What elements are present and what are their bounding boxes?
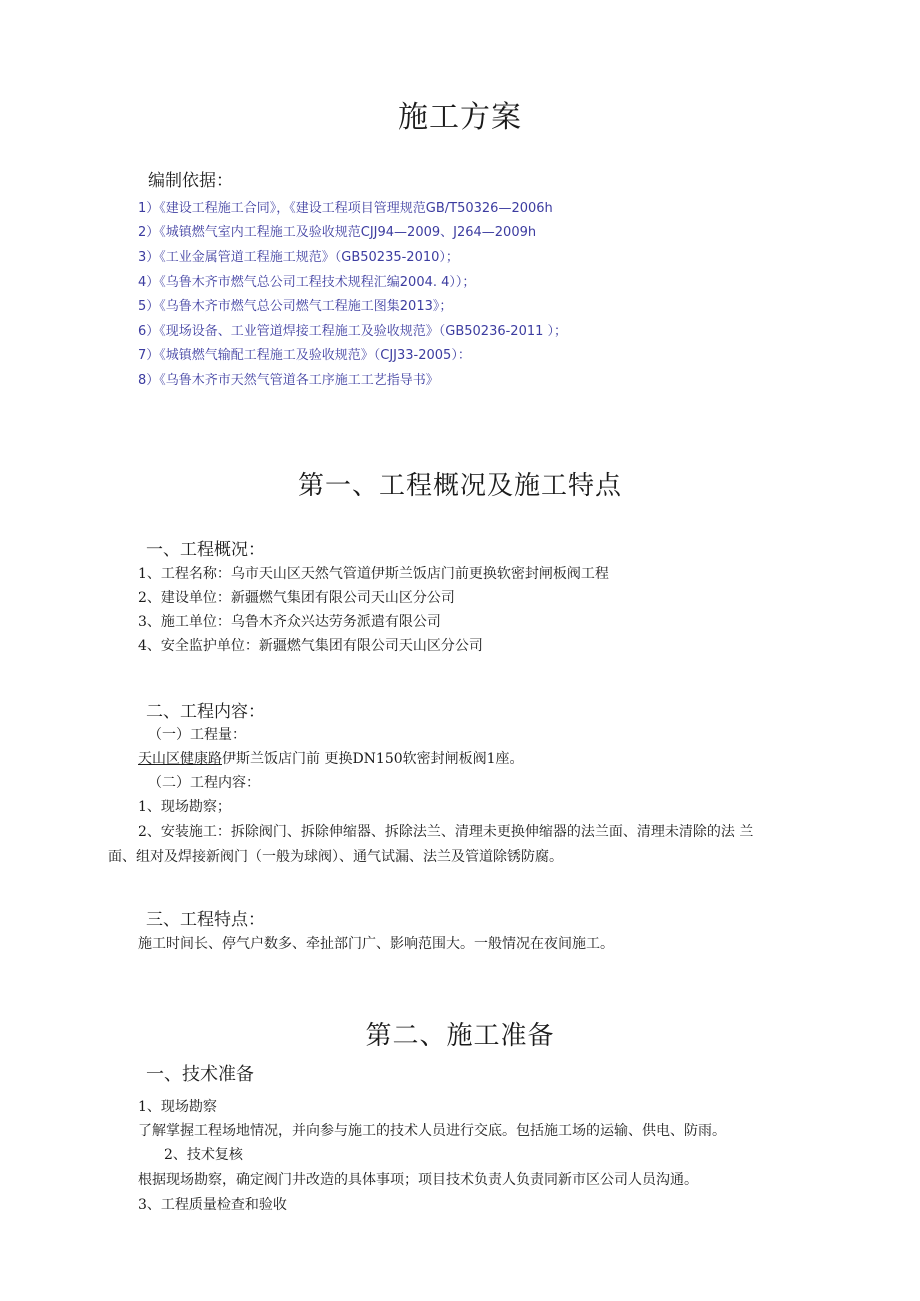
basis-item: 3）《工业金属管道工程施工规范》（GB50235-2010）； bbox=[138, 250, 459, 265]
document-title: 施工方案 bbox=[398, 100, 522, 135]
features-text: 施工时间长、停气户数多、牵扯部门广、影响范围大。一般情况在夜间施工。 bbox=[138, 936, 614, 952]
place-road: 健康路 bbox=[180, 751, 222, 767]
basis-heading: 编制依据： bbox=[148, 171, 233, 191]
basis-item: 1）《建设工程施工合同》，《建设工程项目管理规范GB/T50326—2006h bbox=[138, 201, 553, 216]
content-item: 2、安装施工：拆除阀门、拆除伸缩器、拆除法兰、清理未更换伸缩器的法兰面、清理未清除的法 兰 bbox=[138, 824, 754, 840]
quantity-heading: （一）工程量： bbox=[148, 727, 246, 743]
overview-heading: 一、工程概况： bbox=[146, 540, 265, 560]
place-district: 天山区 bbox=[138, 751, 180, 767]
content-heading: 二、工程内容： bbox=[146, 702, 265, 722]
basis-item: 2）《城镇燃气室内工程施工及验收规范CJJ94—2009、J264—2009h bbox=[138, 225, 537, 240]
basis-item: 6）《现场设备、工业管道焊接工程施工及验收规范》（GB50236-2011 ）； bbox=[138, 324, 568, 339]
tech-heading: 一、技术准备 bbox=[146, 1064, 254, 1085]
overview-item: 4、安全监护单位：新疆燃气集团有限公司天山区分公司 bbox=[138, 638, 483, 654]
features-heading: 三、工程特点： bbox=[146, 910, 265, 930]
basis-item: 4）《乌鲁木齐市燃气总公司工程技术规程汇编2004. 4））； bbox=[138, 275, 476, 290]
content-item-continued: 面、组对及焊接新阀门（一般为球阀）、通气试漏、法兰及管道除锈防腐。 bbox=[108, 849, 563, 865]
tech-step-text: 了解掌握工程场地情况，并向参与施工的技术人员进行交底。包括施工场的运输、供电、防雨。 bbox=[138, 1123, 726, 1139]
quantity-line bbox=[138, 748, 524, 768]
tech-step-title: 1、现场勘察 bbox=[138, 1099, 217, 1115]
basis-item: 5）《乌鲁木齐市燃气总公司燃气工程施工图集2013》； bbox=[138, 299, 453, 314]
chapter2-title: 第二、施工准备 bbox=[365, 1021, 555, 1051]
chapter1-title: 第一、工程概况及施工特点 bbox=[297, 471, 622, 501]
overview-item: 2、建设单位：新疆燃气集团有限公司天山区分公司 bbox=[138, 590, 455, 606]
basis-item: 7）《城镇燃气输配工程施工及验收规范》（CJJ33-2005）： bbox=[138, 348, 471, 363]
content-item: 1、现场勘察； bbox=[138, 799, 231, 815]
tech-step-title: 2、技术复核 bbox=[164, 1147, 243, 1163]
content-subheading: （二）工程内容： bbox=[148, 775, 260, 791]
overview-item: 1、工程名称：乌市天山区天然气管道伊斯兰饭店门前更换软密封闸板阀工程 bbox=[138, 566, 609, 582]
quantity-rest: 伊斯兰饭店门前 更换DN150软密封闸板阀1座。 bbox=[222, 751, 524, 767]
basis-item: 8）《乌鲁木齐市天然气管道各工序施工工艺指导书》 bbox=[138, 373, 439, 388]
tech-step-text: 根据现场勘察，确定阀门井改造的具体事项；项目技术负责人负责同新市区公司人员沟通。 bbox=[138, 1172, 698, 1188]
tech-step-title: 3、工程质量检查和验收 bbox=[138, 1197, 287, 1213]
overview-item: 3、施工单位：乌鲁木齐众兴达劳务派遣有限公司 bbox=[138, 614, 441, 630]
